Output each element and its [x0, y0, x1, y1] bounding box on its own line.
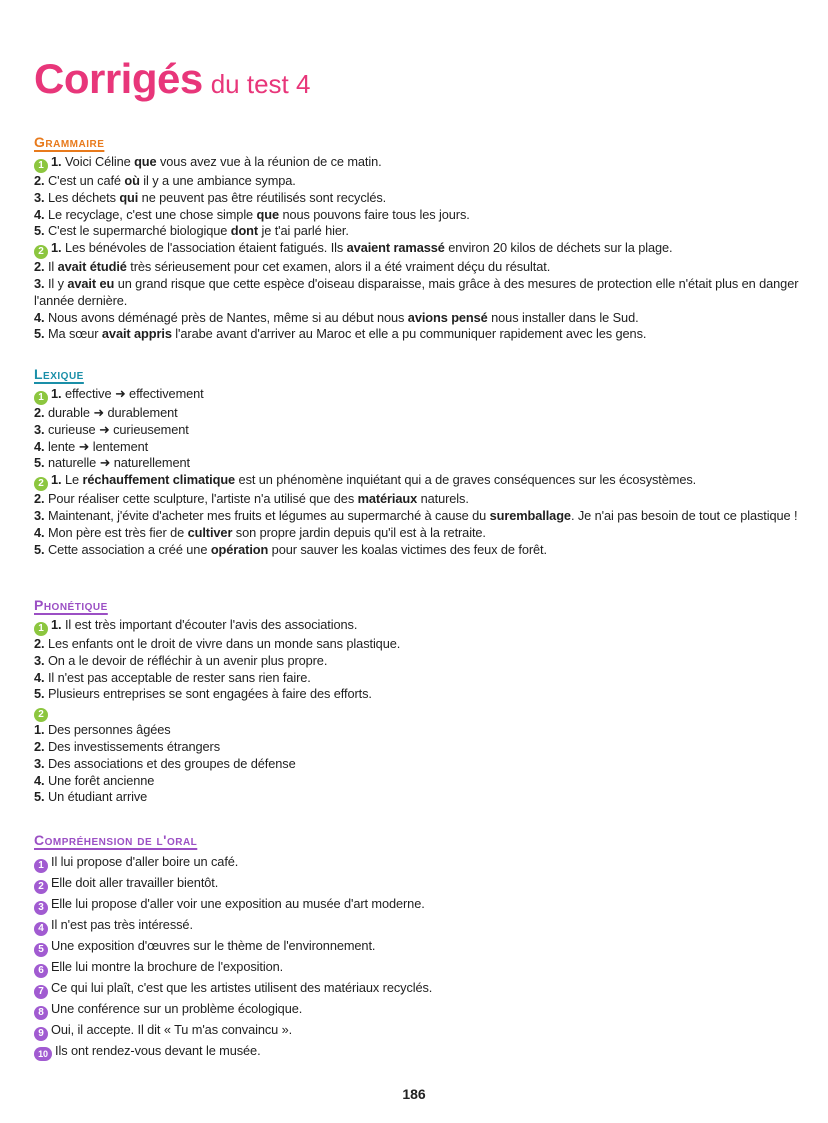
arrow-icon: ➜: [114, 386, 126, 401]
exercise-badge: 6: [34, 964, 48, 978]
answer-text: Cette association a créé une: [47, 541, 211, 557]
exercise-badge: 4: [34, 922, 48, 936]
answer-text: pour sauver les koalas victimes des feux de forêt.: [268, 541, 547, 557]
answer-text: Elle doit aller travailler bientôt.: [51, 875, 219, 890]
answer-text: Une exposition d'œuvres sur le thème de l'environnement.: [51, 938, 376, 953]
answer-text: Ils ont rendez-vous devant le musée.: [55, 1043, 261, 1058]
exercise-badge: 2: [34, 880, 48, 894]
section-heading-lexique: Lexique: [34, 366, 84, 382]
section-comprehension: [34, 828, 804, 1062]
item-number: 1.: [51, 617, 62, 632]
answer-highlight: cultiver: [187, 524, 233, 540]
answer-highlight: matériaux: [357, 491, 418, 507]
adverb: lentement: [92, 438, 149, 454]
answer-line: [34, 276, 804, 310]
answer-line: [34, 154, 804, 173]
page-title: [34, 55, 311, 102]
answer-text: Les déchets: [47, 189, 120, 205]
answer-line: [34, 789, 804, 806]
answer-line: [34, 491, 804, 508]
answer-text: Le recyclage, c'est une chose simple: [47, 206, 257, 222]
answer-line: [34, 508, 804, 525]
answer-line: [34, 190, 804, 207]
answer-text: C'est le supermarché biologique: [47, 223, 231, 239]
answer-line: [34, 978, 804, 999]
answer-text: Elle lui montre la brochure de l'exposition.: [51, 959, 284, 974]
item-number: 2.: [34, 636, 45, 651]
answer-text: un grand risque que cette espèce d'oiseau disparaisse, mais grâce à des mesures de protection elle n'était plus en danger l'année dernière.: [34, 275, 799, 308]
exercise-badge: 8: [34, 1006, 48, 1020]
answer-text: Maintenant, j'évite d'acheter mes fruits et légumes au supermarché à cause du: [47, 507, 490, 523]
answer-text: il y a une ambiance sympa.: [139, 173, 296, 188]
answer-text: je t'ai parlé hier.: [258, 223, 349, 239]
answer-text: Pour réaliser cette sculpture, l'artiste n'a utilisé que des: [47, 491, 358, 507]
section-lexique: [34, 362, 804, 558]
item-number: 3.: [34, 652, 45, 668]
answer-text: Elle lui propose d'aller voir une exposition au musée d'art moderne.: [51, 896, 425, 911]
arrow-icon: ➜: [99, 421, 110, 437]
answer-line: [34, 873, 804, 894]
phonetique-exercise-1: [34, 617, 804, 703]
adverb: naturellement: [113, 455, 190, 471]
arrow-icon: ➜: [99, 455, 111, 471]
answer-line: [34, 756, 804, 773]
answer-line: [34, 310, 804, 327]
grammaire-exercise-1: [34, 154, 804, 240]
answer-text: Il n'est pas très intéressé.: [51, 917, 193, 932]
item-number: 4.: [34, 524, 45, 540]
answer-text: Il n'est pas acceptable de rester sans rien faire.: [47, 669, 311, 685]
answer-line: [34, 173, 804, 190]
answer-line: [34, 525, 804, 542]
answer-highlight: opération: [210, 541, 269, 557]
answer-text: Les enfants ont le droit de vivre dans un monde sans plastique.: [47, 636, 401, 651]
adverb: curieusement: [113, 421, 189, 437]
item-number: 3.: [34, 755, 45, 771]
answer-text: Ma sœur: [47, 326, 102, 342]
answer-text: Ce qui lui plaît, c'est que les artistes utilisent des matériaux recyclés.: [51, 980, 433, 995]
answer-line: [34, 259, 804, 276]
answer-line: [34, 852, 804, 873]
answer-line: [34, 686, 804, 703]
arrow-icon: ➜: [78, 438, 90, 454]
answer-text: Le: [64, 472, 83, 488]
adjective: lente: [47, 438, 76, 454]
phonetique-exercise-2-badge-line: [34, 703, 804, 722]
item-number: 3.: [34, 507, 45, 523]
answer-line: [34, 455, 804, 472]
adverb: durablement: [107, 405, 178, 420]
answer-text: C'est un café: [47, 173, 125, 188]
answer-line: [34, 405, 804, 422]
exercise-badge: 2: [34, 245, 48, 259]
answer-line: [34, 653, 804, 670]
answer-text: Une forêt ancienne: [47, 772, 155, 788]
item-number: 5.: [34, 789, 45, 805]
phonetique-exercise-2: [34, 722, 804, 806]
answer-line: [34, 773, 804, 790]
item-number: 1.: [51, 154, 62, 169]
adjective: effective: [64, 386, 112, 401]
answer-text: Des personnes âgées: [47, 722, 171, 738]
lexique-exercise-1: [34, 386, 804, 472]
answer-text: Des investissements étrangers: [47, 738, 221, 754]
answer-text: Des associations et des groupes de défense: [47, 755, 296, 771]
answer-line: [34, 542, 804, 559]
answer-highlight: où: [124, 173, 140, 188]
item-number: 2.: [34, 173, 45, 188]
answer-line: [34, 894, 804, 915]
answer-text: ne peuvent pas être réutilisés sont recyclés.: [138, 189, 387, 205]
answer-text: Oui, il accepte. Il dit « Tu m'as convaincu ».: [51, 1022, 293, 1037]
item-number: 5.: [34, 541, 45, 557]
answer-text: environ 20 kilos de déchets sur la plage.: [444, 240, 673, 256]
item-number: 3.: [34, 421, 45, 437]
answer-line: [34, 739, 804, 756]
item-number: 2.: [34, 738, 45, 754]
answer-highlight: que: [256, 206, 279, 222]
answer-highlight: avait eu: [67, 275, 115, 291]
answer-line: [34, 670, 804, 687]
item-number: 1.: [34, 722, 45, 738]
answer-line: [34, 223, 804, 240]
answer-text: nous installer dans le Sud.: [487, 309, 639, 325]
answer-highlight: que: [134, 154, 157, 169]
answer-highlight: réchauffement climatique: [82, 472, 236, 488]
item-number: 5.: [34, 326, 45, 342]
answer-line: [34, 1020, 804, 1041]
exercise-badge: 1: [34, 391, 48, 405]
answer-text: nous pouvons faire tous les jours.: [279, 206, 470, 222]
item-number: 1.: [51, 472, 62, 488]
lexique-exercise-2: [34, 472, 804, 558]
exercise-badge: 3: [34, 901, 48, 915]
exercise-badge: 5: [34, 943, 48, 957]
adverb: effectivement: [129, 386, 204, 401]
answer-line: [34, 722, 804, 739]
answer-text: est un phénomène inquiétant qui a de graves conséquences sur les écosystèmes.: [235, 472, 697, 488]
item-number: 4.: [34, 206, 45, 222]
answer-text: Plusieurs entreprises se sont engagées à faire des efforts.: [47, 686, 372, 702]
answer-line: [34, 439, 804, 456]
answer-line: [34, 636, 804, 653]
answer-text: Un étudiant arrive: [47, 789, 148, 805]
answer-line: [34, 422, 804, 439]
item-number: 5.: [34, 686, 45, 702]
answer-text: Les bénévoles de l'association étaient fatigués. Ils: [64, 240, 347, 256]
answer-line: [34, 1041, 804, 1062]
answer-highlight: avaient ramassé: [346, 240, 445, 256]
item-number: 5.: [34, 455, 45, 471]
section-grammaire: [34, 130, 804, 343]
answer-text: vous avez vue à la réunion de ce matin.: [156, 154, 382, 169]
answer-highlight: avait étudié: [57, 259, 127, 275]
answer-highlight: suremballage: [489, 507, 571, 523]
exercise-badge: 1: [34, 859, 48, 873]
answer-text: Il lui propose d'aller boire un café.: [51, 854, 239, 869]
item-number: 4.: [34, 669, 45, 685]
answer-line: [34, 617, 804, 636]
adjective: naturelle: [47, 455, 97, 471]
answer-text: Nous avons déménagé près de Nantes, même si au début nous: [47, 309, 408, 325]
arrow-icon: ➜: [93, 405, 105, 420]
item-number: 2.: [34, 491, 45, 507]
item-number: 2.: [34, 259, 45, 275]
answer-line: [34, 240, 804, 259]
section-phonetique: [34, 593, 804, 806]
answer-text: Une conférence sur un problème écologique.: [51, 1001, 303, 1016]
exercise-badge: 7: [34, 985, 48, 999]
title-main: Corrigés: [34, 55, 203, 102]
item-number: 1.: [51, 386, 62, 401]
adjective: curieuse: [47, 421, 96, 437]
title-sub: du test 4: [210, 69, 311, 99]
answer-text: Il y: [47, 275, 68, 291]
answer-text: naturels.: [417, 491, 469, 507]
answer-line: [34, 326, 804, 343]
answer-line: [34, 936, 804, 957]
answer-text: Il: [47, 259, 58, 275]
answer-line: [34, 957, 804, 978]
exercise-badge: 1: [34, 622, 48, 636]
answer-text: son propre jardin depuis qu'il est à la retraite.: [232, 524, 486, 540]
exercise-badge: 10: [34, 1047, 52, 1061]
exercise-badge: 1: [34, 159, 48, 173]
item-number: 4.: [34, 772, 45, 788]
section-heading-comprehension: Compréhension de l'oral: [34, 832, 198, 848]
grammaire-exercise-2: [34, 240, 804, 343]
item-number: 3.: [34, 275, 45, 291]
answer-text: très sérieusement pour cet examen, alors il a été vraiment déçu du résultat.: [126, 259, 551, 275]
exercise-badge: 9: [34, 1027, 48, 1041]
exercise-badge: 2: [34, 708, 48, 722]
answer-highlight: dont: [230, 223, 259, 239]
answer-highlight: avions pensé: [407, 309, 488, 325]
answer-highlight: qui: [119, 189, 139, 205]
item-number: 5.: [34, 223, 45, 239]
answer-text: Il est très important d'écouter l'avis des associations.: [64, 617, 358, 632]
answer-highlight: avait appris: [101, 326, 172, 342]
adjective: durable: [47, 405, 90, 420]
answer-line: [34, 386, 804, 405]
item-number: 4.: [34, 438, 45, 454]
answer-line: [34, 999, 804, 1020]
section-heading-grammaire: Grammaire: [34, 134, 105, 150]
answer-text: Voici Céline: [64, 154, 135, 169]
answer-text: Mon père est très fier de: [47, 524, 188, 540]
item-number: 2.: [34, 405, 45, 420]
page-number: 186: [402, 1086, 426, 1102]
answer-line: [34, 207, 804, 224]
answer-text: . Je n'ai pas besoin de tout ce plastique !: [570, 507, 798, 523]
comprehension-list: [34, 852, 804, 1062]
item-number: 1.: [51, 240, 62, 256]
item-number: 3.: [34, 189, 45, 205]
answer-line: [34, 915, 804, 936]
section-heading-phonetique: Phonétique: [34, 597, 108, 613]
answer-text: l'arabe avant d'arriver au Maroc et elle a pu communiquer rapidement avec les gens.: [171, 326, 647, 342]
answer-line: [34, 472, 804, 491]
answer-text: On a le devoir de réfléchir à un avenir plus propre.: [47, 652, 328, 668]
item-number: 4.: [34, 309, 45, 325]
exercise-badge: 2: [34, 477, 48, 491]
